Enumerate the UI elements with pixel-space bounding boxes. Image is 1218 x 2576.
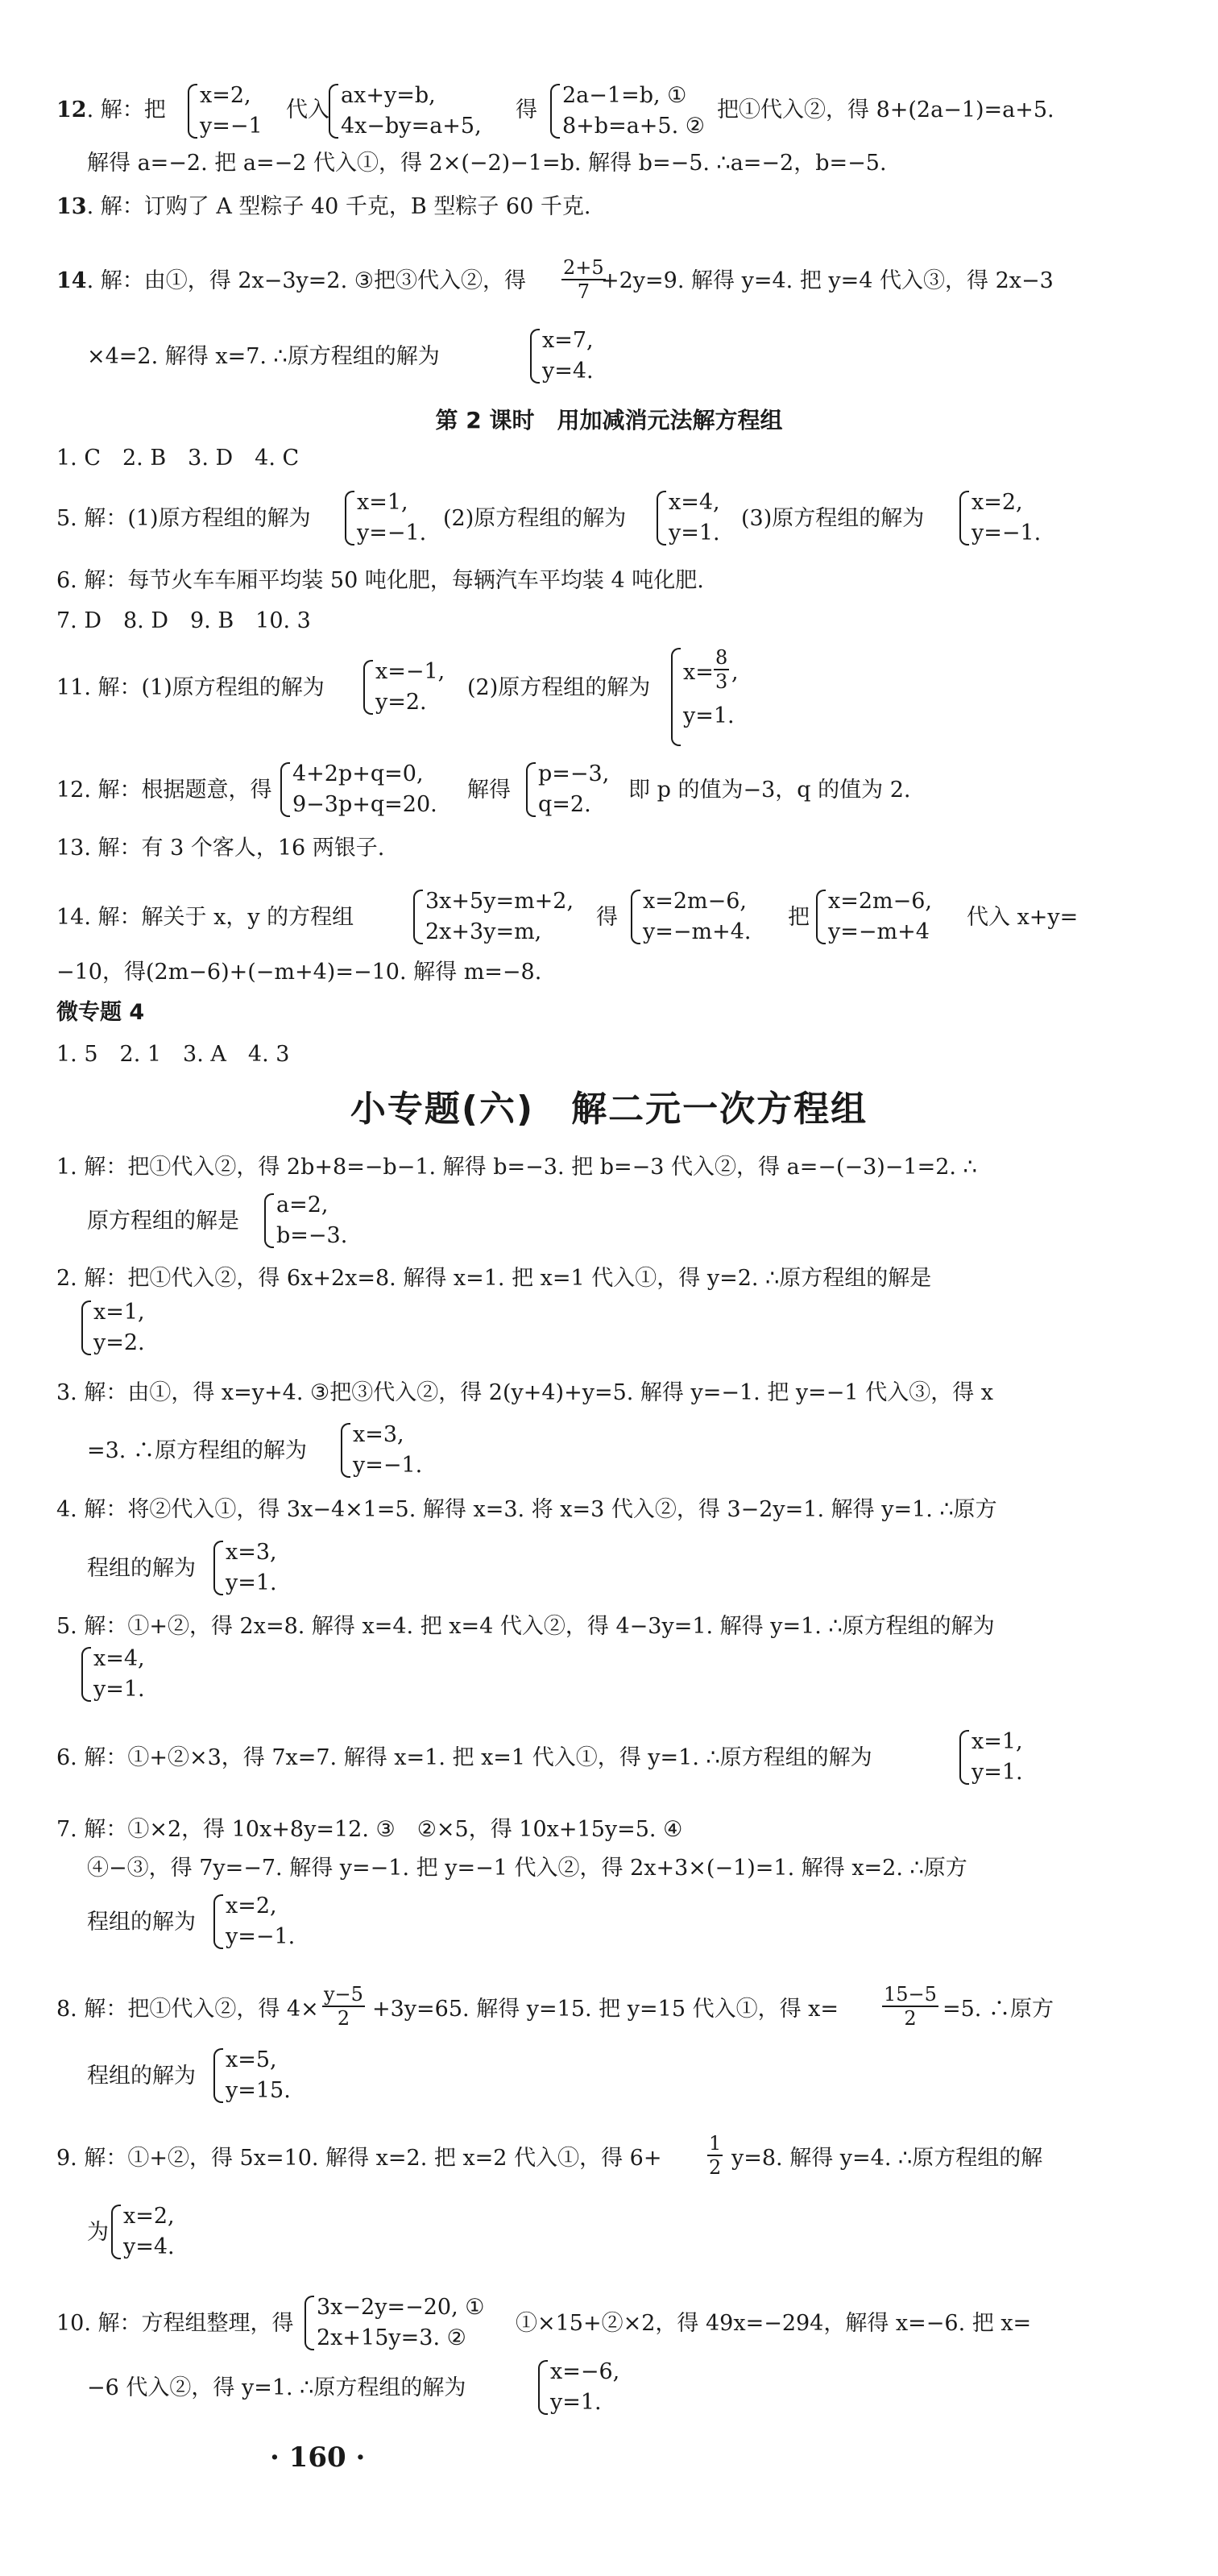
- s-q1-sys-row1: a=2,: [276, 1193, 329, 1217]
- q11-text2: (2)原方程组的解为: [467, 675, 651, 700]
- q14b-system1: [411, 886, 574, 948]
- s-q5-system: [79, 1644, 145, 1705]
- q11-sys2-comma: ,: [731, 660, 739, 685]
- s-q1-system: [262, 1190, 347, 1251]
- q14b-sys1-row1: 3x+5y=m+2,: [425, 889, 574, 914]
- q5-sys1-row2: y=−1.: [357, 521, 427, 545]
- q5-text3: (3)原方程组的解为: [741, 506, 925, 531]
- s-q9-fraction: [707, 2132, 723, 2179]
- s-q7-line1: 7. 解：①×2，得 10x+8y=12. ③ ②×5，得 10x+15y=5. ④: [56, 1817, 683, 1842]
- s-q8-text1: 8. 解：把①代入②，得 4×: [56, 1997, 319, 2022]
- s-q6-sys-row1: x=1,: [972, 1729, 1023, 1754]
- s-q10-text1: 10. 解：方程组整理，得: [56, 2311, 294, 2336]
- s-q9-sys-row1: x=2,: [123, 2204, 175, 2229]
- s-q7-sys-row2: y=−1.: [226, 1924, 296, 1949]
- s-q9-text1: 9. 解：①+②，得 5x=10. 解得 x=2. 把 x=2 代入①，得 6+: [56, 2146, 662, 2171]
- q13a-num: 13: [56, 194, 87, 219]
- q11-frac-den: 3: [715, 670, 728, 693]
- s-q9-frac-den: 2: [709, 2156, 722, 2179]
- q11-sys2-x: x=: [683, 660, 714, 685]
- s-q3-line1: 3. 解：由①，得 x=y+4. ③把③代入②，得 2(y+4)+y=5. 解得 y=−1. 把 y=−1 代入③，得 x: [56, 1380, 994, 1405]
- s-q4-line1: 4. 解：将②代入①，得 3x−4×1=5. 解得 x=3. 将 x=3 代入②，得 3−2y=1. 解得 y=1. ∴原方: [56, 1497, 997, 1522]
- s-q10-sys2-row2: y=1.: [550, 2390, 602, 2415]
- q12a-sys3-row1: 2a−1=b, ①: [562, 83, 687, 108]
- s-q3-line2: =3. ∴原方程组的解为: [87, 1438, 307, 1463]
- q14b-sys3-row2: y=−m+4: [828, 919, 930, 944]
- q11-fraction: [714, 646, 729, 693]
- q14a-num: 14: [56, 268, 87, 293]
- q14b-sys2-row2: y=−m+4.: [643, 919, 752, 944]
- s-q6-system: [957, 1727, 1023, 1788]
- s-q5-line1: 5. 解：①+②，得 2x=8. 解得 x=4. 把 x=4 代入②，得 4−3y=1. 解得 y=1. ∴原方程组的解为: [56, 1614, 995, 1639]
- q14a-sys-row2: y=4.: [542, 359, 594, 384]
- s-q3-sys-row2: y=−1.: [353, 1453, 423, 1478]
- q14b-sys2-row1: x=2m−6,: [643, 889, 748, 914]
- s-q8-frac2-den: 2: [904, 2007, 917, 2030]
- q12a-sys3-row2: 8+b=a+5. ②: [562, 114, 705, 139]
- q12a-sys2-row2: 4x−by=a+5,: [341, 114, 482, 139]
- q12b-sys1-row2: 9−3p+q=20.: [292, 792, 437, 817]
- s-q1-line2: 原方程组的解是: [87, 1209, 239, 1234]
- s-q3-sys-row1: x=3,: [353, 1422, 404, 1447]
- s-q8-text3: =5. ∴原方: [942, 1997, 1054, 2022]
- q14a-frac-den: 7: [577, 280, 590, 303]
- q5-sys3-row2: y=−1.: [972, 521, 1042, 545]
- s-q2-sys-row2: y=2.: [93, 1330, 145, 1355]
- s-q1-sys-row2: b=−3.: [276, 1223, 348, 1248]
- q14a-sys-row1: x=7,: [542, 328, 594, 353]
- q13a-line: [56, 192, 1178, 222]
- q5-text2: (2)原方程组的解为: [443, 506, 627, 531]
- q14b-system2: [628, 886, 752, 948]
- q12a-text4: 把①代入②，得 8+(2a−1)=a+5.: [717, 97, 1054, 122]
- s-q8-text2: +3y=65. 解得 y=15. 把 y=15 代入①，得 x=: [372, 1997, 839, 2022]
- s-q8-sys-row1: x=5,: [226, 2047, 277, 2072]
- q11-sys2-row1: [683, 645, 739, 701]
- s-q9-frac-num: 1: [709, 2132, 722, 2155]
- micro-topic-title: 微专题 4: [56, 1000, 145, 1025]
- s-q9-sys-row2: y=4.: [123, 2234, 175, 2259]
- q11-sys1-row2: y=2.: [375, 690, 427, 715]
- q14b-text1: 14. 解：解关于 x，y 的方程组: [56, 905, 354, 930]
- special-topic-title: 小专题(六) 解二元一次方程组: [350, 1089, 868, 1130]
- q12a-num: 12: [56, 97, 87, 122]
- q11-frac-num: 8: [715, 646, 728, 669]
- answers-1-4: 1. C 2. B 3. D 4. C: [56, 446, 300, 471]
- q12b-sys2-row1: p=−3,: [538, 761, 610, 786]
- q12b-system2: [524, 759, 609, 820]
- q14a-fraction: [561, 256, 606, 303]
- s-q4-sys-row2: y=1.: [226, 1570, 277, 1595]
- s-q5-sys-row2: y=1.: [93, 1677, 145, 1702]
- q14b-line2: −10，得(2m−6)+(−m+4)=−10. 解得 m=−8.: [56, 960, 542, 985]
- q13a-text: . 解：订购了 A 型粽子 40 千克，B 型粽子 60 千克.: [86, 194, 591, 219]
- q14b-text3: 把: [788, 905, 810, 930]
- s-q5-sys-row1: x=4,: [93, 1646, 145, 1671]
- s-q10-sys2-row1: x=−6,: [550, 2359, 620, 2384]
- q11-sys2-row2: y=1.: [683, 703, 735, 728]
- q12b-sys2-row2: q=2.: [538, 792, 591, 817]
- q12b-sys1-row1: 4+2p+q=0,: [292, 761, 424, 786]
- q12a-sys1-row2: y=−1: [200, 114, 263, 139]
- q6-line: 6. 解：每节火车车厢平均装 50 吨化肥，每辆汽车平均装 4 吨化肥.: [56, 568, 704, 593]
- s-q4-line2: 程组的解为: [87, 1556, 196, 1581]
- answers-7-10: 7. D 8. D 9. B 10. 3: [56, 608, 311, 633]
- s-q8-system: [211, 2045, 291, 2106]
- s-q1-line1: 1. 解：把①代入②，得 2b+8=−b−1. 解得 b=−3. 把 b=−3 代入②，得 a=−(−3)−1=2. ∴: [56, 1155, 977, 1180]
- q14a-line2: ×4=2. 解得 x=7. ∴原方程组的解为: [87, 344, 440, 369]
- s-q7-system: [211, 1891, 295, 1952]
- q5-system2: [654, 487, 720, 549]
- s-q8-line2: 程组的解为: [87, 2064, 196, 2089]
- q14b-text4: 代入 x+y=: [967, 905, 1079, 930]
- q14a-text2: +2y=9. 解得 y=4. 把 y=4 代入③，得 2x−3: [601, 268, 1054, 293]
- q5-sys2-row1: x=4,: [669, 490, 720, 515]
- s-q9-line2: 为: [87, 2220, 109, 2245]
- q5-system1: [342, 487, 426, 549]
- q12a-system2: [326, 81, 482, 142]
- s-q10-line2: −6 代入②，得 y=1. ∴原方程组的解为: [87, 2375, 466, 2400]
- q12a-text3: 得: [516, 97, 537, 122]
- q12a-system3: [548, 81, 705, 142]
- q11-sys1-row1: x=−1,: [375, 659, 445, 684]
- s-q4-system: [211, 1537, 277, 1599]
- q11-system1: [361, 657, 445, 718]
- q12b-system1: [278, 759, 437, 820]
- q14b-text2: 得: [596, 905, 618, 930]
- q14b-sys1-row2: 2x+3y=m,: [425, 919, 542, 944]
- s-q7-line2: ④−③，得 7y=−7. 解得 y=−1. 把 y=−1 代入②，得 2x+3×(−1)=1. 解得 x=2. ∴原方: [87, 1856, 967, 1881]
- s-q8-sys-row2: y=15.: [226, 2078, 291, 2103]
- q12a-text2: 代入: [286, 97, 329, 122]
- q11-system2: [669, 645, 739, 749]
- s-q2-system: [79, 1297, 145, 1359]
- s-q7-line3: 程组的解为: [87, 1910, 196, 1935]
- s-q10-text2: ①×15+②×2，得 49x=−294，解得 x=−6. 把 x=: [516, 2311, 1032, 2336]
- q12b-text2: 解得: [467, 778, 511, 803]
- q14b-system3: [814, 886, 932, 948]
- q5-system3: [957, 487, 1041, 549]
- q14a-system: [528, 326, 594, 387]
- s-q6-line1: 6. 解：①+②×3，得 7x=7. 解得 x=1. 把 x=1 代入①，得 y=1. ∴原方程组的解为: [56, 1745, 872, 1770]
- q5-text1: 5. 解：(1)原方程组的解为: [56, 506, 311, 531]
- s-q7-sys-row1: x=2,: [226, 1894, 277, 1919]
- s-q4-sys-row1: x=3,: [226, 1540, 277, 1565]
- q11-text1: 11. 解：(1)原方程组的解为: [56, 675, 325, 700]
- s-q3-system: [338, 1420, 422, 1481]
- q14a-text1: . 解：由①，得 2x−3y=2. ③把③代入②，得: [86, 268, 526, 293]
- s-q10-system2: [536, 2357, 619, 2418]
- s-q10-sys1-row2: 2x+15y=3. ②: [317, 2325, 466, 2350]
- page-number: · 160 ·: [270, 2441, 366, 2474]
- q12a-sys2-row1: ax+y=b,: [341, 83, 436, 108]
- q14a-frac-num: 2+5: [563, 256, 604, 279]
- s-q8-frac1-den: 2: [337, 2007, 350, 2030]
- q12a-system1: [185, 81, 263, 142]
- q14b-sys3-row1: x=2m−6,: [828, 889, 933, 914]
- s-q2-line1: 2. 解：把①代入②，得 6x+2x=8. 解得 x=1. 把 x=1 代入①，得 y=2. ∴原方程组的解是: [56, 1266, 932, 1291]
- q12a-text1: . 解：把: [86, 97, 166, 122]
- q5-sys1-row1: x=1,: [357, 490, 408, 515]
- s-q9-system: [109, 2201, 175, 2263]
- lesson2-title: 第 2 课时 用加减消元法解方程组: [435, 407, 783, 433]
- s-q2-sys-row1: x=1,: [93, 1300, 145, 1325]
- q12a-sys1-row1: x=2,: [200, 83, 251, 108]
- q12b-text3: 即 p 的值为−3，q 的值为 2.: [628, 778, 911, 803]
- q12b-text1: 12. 解：根据题意，得: [56, 778, 272, 803]
- q13b-line: 13. 解：有 3 个客人，16 两银子.: [56, 836, 385, 861]
- s-q10-sys1-row1: 3x−2y=−20, ①: [317, 2295, 485, 2320]
- s-q8-frac1-num: y−5: [324, 1983, 363, 2006]
- s-q8-fraction1: [322, 1983, 365, 2030]
- s-q9-text2: y=8. 解得 y=4. ∴原方程组的解: [731, 2146, 1043, 2171]
- s-q6-sys-row2: y=1.: [972, 1760, 1023, 1785]
- s-q8-fraction2: [882, 1983, 938, 2030]
- answers-micro: 1. 5 2. 1 3. A 4. 3: [56, 1042, 290, 1067]
- s-q8-frac2-num: 15−5: [884, 1983, 937, 2006]
- q5-sys3-row1: x=2,: [972, 490, 1023, 515]
- q5-sys2-row2: y=1.: [669, 521, 720, 545]
- q12a-line2: 解得 a=−2. 把 a=−2 代入①，得 2×(−2)−1=b. 解得 b=−5. ∴a=−2，b=−5.: [87, 151, 887, 176]
- s-q10-system1: [302, 2292, 484, 2354]
